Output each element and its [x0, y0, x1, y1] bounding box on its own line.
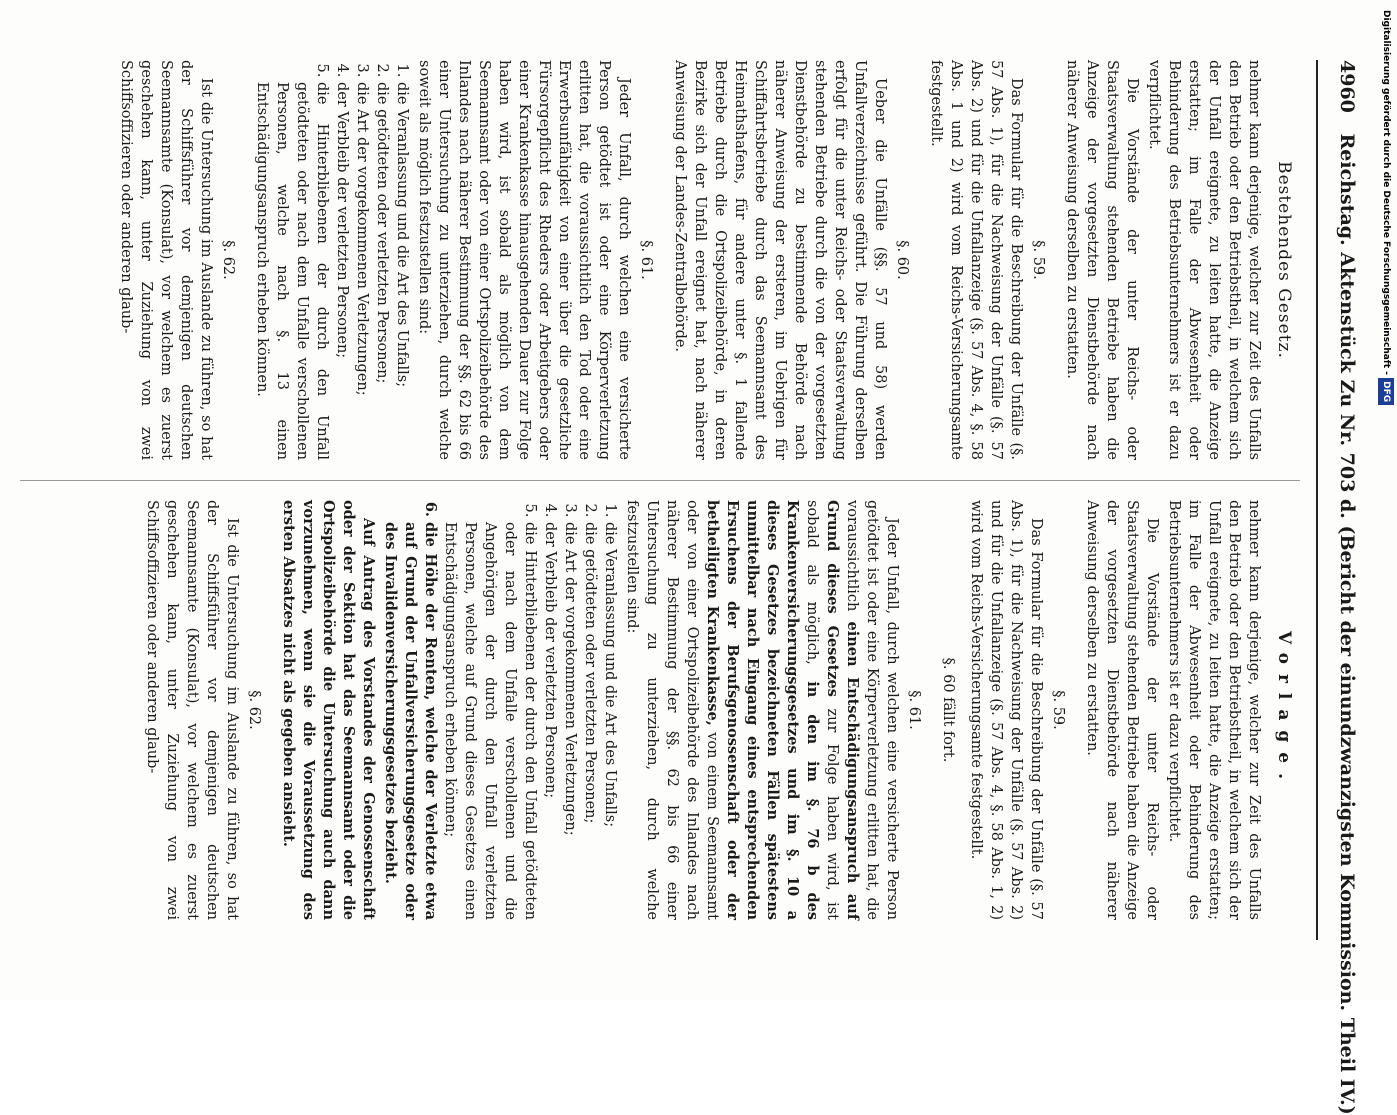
- list-item: 1. die Veranlassung und die Art des Unfalls;: [600, 522, 620, 920]
- column-divider: [20, 480, 1300, 481]
- list-item: 4. der Verbleib der verletzten Personen;: [332, 82, 352, 460]
- page-header: [1318, 60, 1358, 1115]
- section-number: §. 61.: [906, 690, 922, 730]
- bold-text-run: in den im §. 76 b des Krankenversicherungsgesetzes und im §. 10 a dieses Gesetzes bezeichneten Fällen spätestens unmittelbar nach Eingang eines entsprechenden Ersuchens der Berufsgenossenschaft oder der betheiligten Krankenkasse,: [704, 500, 821, 920]
- text-run: von einem Seemannsamt oder von einer Ortspolizeibehörde des Inlandes nach näherer Bestimmung der §§. 62 bis 66 einer Untersuchung zu unterziehen, durch welche festzustellen sind:: [624, 500, 720, 920]
- paragraph: Das Formular für die Beschreibung der Unfälle (§. 57 Abs. 1), für die Nachweisung der Unfälle (§. 57 Abs. 2) und für die Unfallanzeige (§. 57 Abs. 4, §. 58 Abs. 1 und 2) wird vom Reichs-Versicherungsamte festgestellt.: [928, 60, 1024, 460]
- paragraph: Ueber die Unfälle (§§. 57 und 58) werden Unfallverzeichnisse geführt. Die Führung derselben erfolgt für die unter Reichs- oder Staatsverwaltung stehenden Betriebe durch die von der vorgesetzten Dienstbehörde zu bestimmende Behörde nach näherer Anweisung der ersteren, im Uebrigen für Schiffahrtsbetriebe durch das Seemannsamt des Heimathshafens, für andere unter §. 1 fallende Betriebe durch die Ortspolizeibehörde, in deren Bezirke sich der Unfall ereignet hat, nach näherer Anweisung der Landes-Zentralbehörde.: [672, 60, 888, 460]
- dfg-logo: DFG: [1378, 378, 1394, 405]
- column-existing-law: [114, 60, 1308, 460]
- paragraph: Ist die Untersuchung im Auslande zu führen, so hat der Schiffsführer vor demjenigen deutschen Seemannsamte (Konsulat), vor welchem es zuerst geschehen kann, unter Zuziehung von zwei Schiffsoffizieren oder anderen glaub-: [144, 500, 240, 920]
- list-item: 6. die Höhe der Renten, welche der Verletzte etwa auf Grund der Unfallversicherungsgesetze oder des Invalidenversicherungsgesetzes bezieht.: [380, 522, 440, 920]
- header-rule: [1316, 60, 1318, 940]
- paragraph: Ist die Untersuchung im Auslande zu führen, so hat der Schiffsführer vor demjenigen deutschen Seemannsamte (Konsulat), vor welchem es zuerst geschehen kann, unter Zuziehung von zwei Schiffsoffizieren oder anderen glaub-: [118, 60, 214, 460]
- list-item: 3. die Art der vorgekommenen Verletzungen;: [560, 522, 580, 920]
- list-item: 5. die Hinterbliebenen der durch den Unfall getödteten oder nach dem Unfalle verschollenen Personen, welche nach §. 13 einen Entschädigungsanspruch erheben können.: [252, 82, 332, 460]
- paragraph: Auf Antrag des Vorstandes der Genossenschaft oder der Sektion hat das Seemannsamt oder die Ortspolizeibehörde die Untersuchung auch dann vorzunehmen, wenn sie die Voraussetzung des ersten Absatzes nicht als gegeben ansieht.: [280, 500, 377, 920]
- list-item: 2. die getödteten oder verletzten Personen;: [372, 82, 392, 460]
- paragraph: Die Vorstände der unter Reichs- oder Staatsverwaltung stehenden Betriebe haben die Anzeige der vorgesetzten Dienstbehörde nach näherer Anweisung derselben zu erstatten.: [1084, 500, 1160, 920]
- column-heading-existing-law: Bestehendes Gesetz.: [1274, 161, 1294, 359]
- page-title: Reichstag. Aktenstück Zu Nr. 703 d. (Bericht der einundzwanzigsten Kommission. Theil IV.): [1336, 133, 1358, 1115]
- paragraph: nehmer kann derjenige, welcher zur Zeit des Unfalls den Betrieb oder den Betriebstheil, in welchem sich der Unfall ereignete, zu leiten hatte, die Anzeige erstatten; im Falle der Abwesenheit oder Behinderung des Betriebsunternehmers ist er dazu verpflichtet.: [1146, 60, 1262, 460]
- list-item: 1. die Veranlassung und die Art des Unfalls;: [392, 82, 412, 460]
- section-removed-note: §. 60 fällt fort.: [940, 657, 956, 763]
- section-number: §. 59.: [1050, 690, 1066, 730]
- column-heading-draft: Vorlage.: [1274, 630, 1294, 790]
- paragraph: [622, 500, 902, 920]
- list-item: 4. der Verbleib der verletzten Personen;: [540, 522, 560, 920]
- paragraph: Jeder Unfall, durch welchen eine versicherte Person getödtet ist oder eine Körperverletzung erlitten hat, die voraussichtlich den Tod oder eine Erwerbsunfähigkeit von einer über die gesetzliche Fürsorgepflicht des Rheders oder Arbeitgebers oder einer Krankenkasse hinausgehenden Dauer zur Folge haben wird, ist sobald als möglich von dem Seemannsamt oder von einer Ortspolizeibehörde des Inlandes nach näherer Bestimmung der §§. 62 bis 66 einer Untersuchung zu unterziehen, durch welche soweit als möglich festzustellen sind:: [416, 60, 632, 460]
- paragraph: nehmer kann derjenige, welcher zur Zeit des Unfalls den Betrieb oder den Betriebstheil, in welchem sich der Unfall ereignete, zu leiten hatte, die Anzeige erstatten; im Falle der Abwesenheit oder Behinderung des Betriebsunternehmers ist er dazu verpflichtet.: [1166, 500, 1262, 920]
- funding-notice: [1378, 10, 1394, 990]
- column-draft: [140, 500, 1308, 920]
- text-run: Jeder Unfall, durch welchen eine versicherte Person getödtet ist oder eine Körperverletzung erlitten hat, die voraussichtlich: [844, 500, 900, 920]
- text-run: zur Folge haben wird, ist sobald als möglich,: [804, 500, 840, 920]
- list-item: 2. die getödteten oder verletzten Personen;: [580, 522, 600, 920]
- item-list: [252, 82, 412, 460]
- section-number: §. 62.: [220, 240, 236, 280]
- funding-notice-text: Digitalisierung gefördert durch die Deutsche Forschungsgemeinschaft -: [1381, 10, 1391, 375]
- paragraph: Die Vorstände der unter Reichs- oder Staatsverwaltung stehenden Betriebe haben die Anzeige der vorgesetzten Dienstbehörde nach näherer Anweisung derselben zu erstatten.: [1064, 60, 1140, 460]
- list-item: 5. die Hinterbliebenen der durch den Unfall getödteten oder nach dem Unfalle verschollenen und die Angehörigen der durch den Unfall verletzten Personen, welche auf Grund dieses Gesetzes einen Entschädigungsanspruch erheben können;: [440, 522, 540, 920]
- section-number: §. 61.: [638, 240, 654, 280]
- page-number: 4960: [1336, 60, 1358, 113]
- paragraph: Das Formular für die Beschreibung der Unfälle (§. 57 Abs. 1), für die Nachweisung der Unfälle (§. 57 Abs. 2) und für die Unfallanzeige (§. 57 Abs. 4, §. 58 Abs. 1, 2) wird vom Reichs-Versicherungsamte festgestellt.: [968, 500, 1044, 920]
- section-number: §. 59.: [1030, 240, 1046, 280]
- item-list: [380, 522, 620, 920]
- bold-text-run: einen Entschädigungsanspruch auf Grund dieses Gesetzes: [824, 500, 861, 920]
- section-number: §. 60.: [894, 240, 910, 280]
- section-number: §. 62.: [246, 690, 262, 730]
- list-item: 3. die Art der vorgekommenen Verletzungen;: [352, 82, 372, 460]
